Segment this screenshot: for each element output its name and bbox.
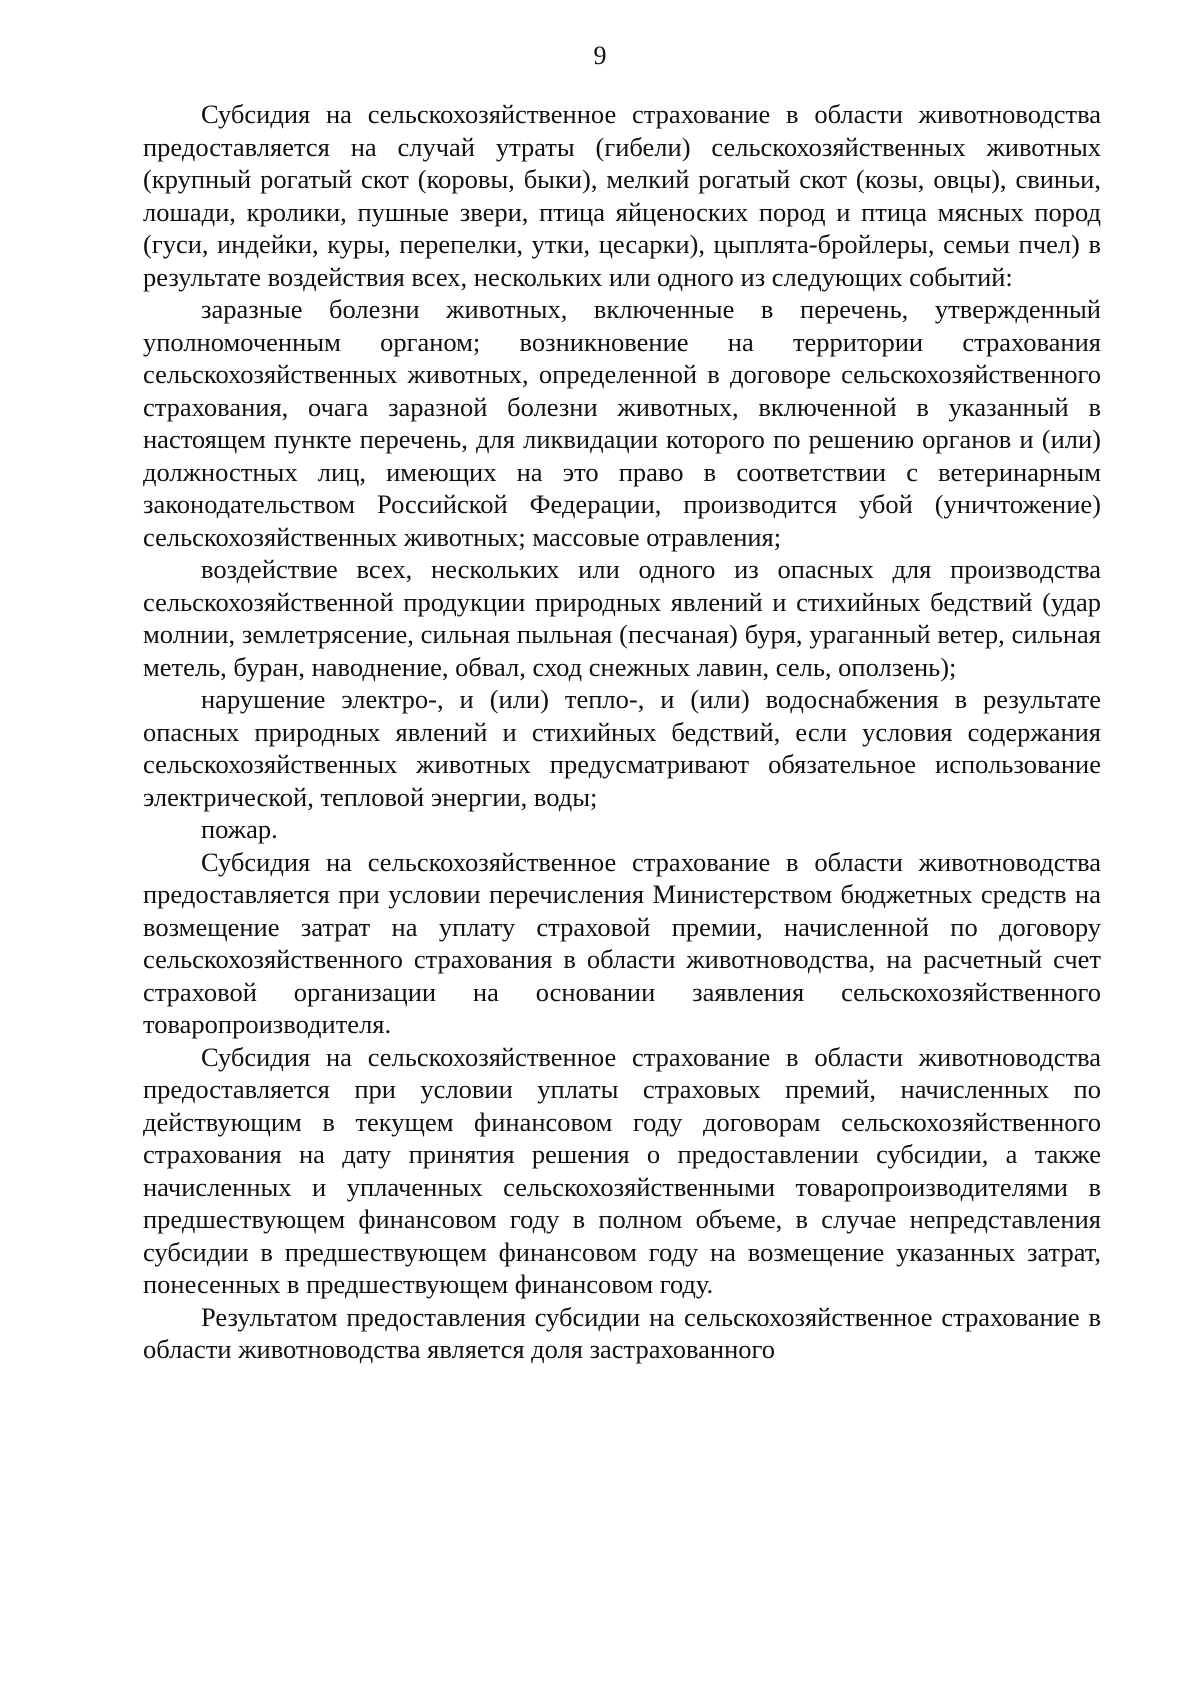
- paragraph-contagious-diseases: заразные болезни животных, включенные в перечень, утвержденный уполномоченным органом; возникновение на территории страхования сельскохозяйственных животных, определенной в договоре сельскохозяйственного страхования, очага заразной болезни животных, включенной в указанный в настоящем пункте перечень, для ликвидации которого по решению органов и (или) должностных лиц, имеющих на это право в соответствии с ветеринарным законодательством Российской Федерации, производится убой (уничтожение) сельскохозяйственных животных; массовые отравления;: [143, 294, 1101, 552]
- paragraph-natural-hazards: воздействие всех, нескольких или одного из опасных для производства сельскохозяйственной продукции природных явлений и стихийных бедствий (удар молнии, землетрясение, сильная пыльная (песчаная) буря, ураганный ветер, сильная метель, буран, наводнение, обвал, сход снежных лавин, сель, оползень);: [143, 554, 1101, 682]
- document-body: [143, 98, 1101, 1366]
- paragraph-subsidy-result: Результатом предоставления субсидии на сельскохозяйственное страхование в области животноводства является доля застрахованного: [143, 1301, 1101, 1364]
- page-number: 9: [593, 41, 607, 70]
- paragraph-subsidy-premium-condition: Субсидия на сельскохозяйственное страхование в области животноводства предоставляется при условии уплаты страховых премий, начисленных по действующим в текущем финансовом году договорам сельскохозяйственного страхования на дату принятия решения о предоставлении субсидии, а также начисленных и уплаченных сельскохозяйственными товаропроизводителями в предшествующем финансовом году в полном объеме, в случае непредставления субсидии в предшествующем финансовом году на возмещение указанных затрат, понесенных в предшествующем финансовом году.: [143, 1041, 1101, 1299]
- paragraph-subsidy-insured-events: Субсидия на сельскохозяйственное страхование в области животноводства предоставляется на случай утраты (гибели) сельскохозяйственных животных (крупный рогатый скот (коровы, быки), мелкий рогатый скот (козы, овцы), свиньи, лошади, кролики, пушные звери, птица яйценоских пород и птица мясных пород (гуси, индейки, куры, перепелки, утки, цесарки), цыплята-бройлеры, семьи пчел) в результате воздействия всех, нескольких или одного из следующих событий:: [143, 99, 1101, 292]
- paragraph-utility-disruption: нарушение электро-, и (или) тепло-, и (или) водоснабжения в результате опасных природных явлений и стихийных бедствий, если условия содержания сельскохозяйственных животных предусматривают обязательное использование электрической, тепловой энергии, воды;: [143, 684, 1101, 812]
- paragraph-fire: пожар.: [201, 814, 278, 844]
- paragraph-subsidy-transfer-condition: Субсидия на сельскохозяйственное страхование в области животноводства предоставляется при условии перечисления Министерством бюджетных средств на возмещение затрат на уплату страховой премии, начисленной по договору сельскохозяйственного страхования в области животноводства, на расчетный счет страховой организации на основании заявления сельскохозяйственного товаропроизводителя.: [143, 846, 1101, 1039]
